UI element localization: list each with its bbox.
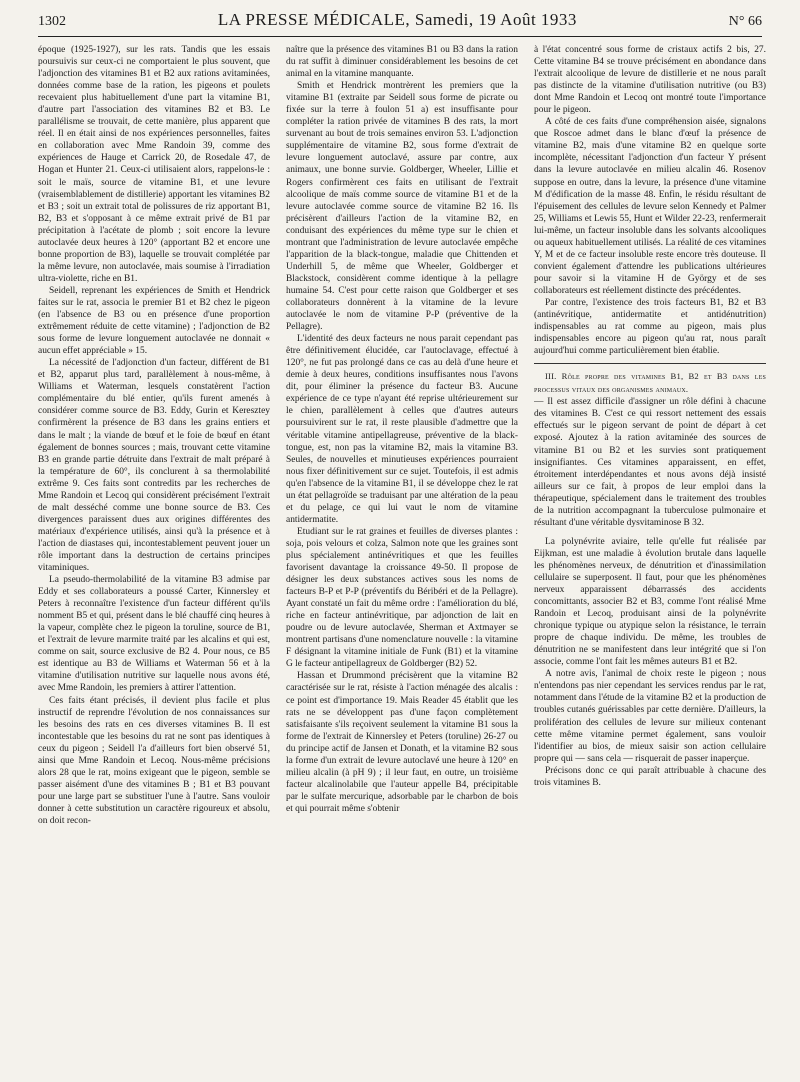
paragraph: Hassan et Drummond précisèrent que la vitamine B2 caractérisée sur le rat, résiste à l'action ménagée des alcalis : ce point est d'importance 19. Mais Reader 45 établit que les rats ne se développent pas d'une façon complètement satisfaisante s'ils reçoivent seulement la vitamine B1 sous la forme de l'extrait de Kinnersley et Peters (toruline) 26-27 ou du principe actif de Jansen et Donath, et la vitamine B2 sous la forme d'un extrait de levure autoclavé une heure à 120° en milieu alcalin (à pH 9) ; il leur faut, en outre, un troisième facteur alcalinolabile que l'auteur appelle B4, précipitable par le sulfate mercurique, adsorbable par le charbon de bois et qui pourrait même s'obtenir — [286, 671, 518, 814]
paragraph: époque (1925-1927), sur les rats. Tandis que les essais poursuivis sur ceux-ci ne comportaient le plus souvent, que l'adjonction des vitamines B1 et B2 aux rations avitaminées, données comme base de la ration, les pigeons et poulets recevaient plus habituellement d'une part la vitamine B1, d'autre part l'association des vitamines B2 et B3. Le parallélisme se trouvait, de cette manière, plus apparent que réel. Il en était ainsi de nos expériences personnelles, faites en collaboration avec Mme Randoin 39, comme des expériences de Hauge et Carrick 20, de Rosedale 47, de Hogan et Hunter 21. Ceux-ci utilisaient alors, rappelons-le : soit le maïs, source de vitamine B1, et une levure (vraisemblablement de distillerie) apportant les vitamines B2 et B3 ; soit un extrait total de polissures de riz apportant B1, B2, B3 et s'opposant à ce même extrait privé de B1 par précipitation à l'acétate de plomb ; soit encore la levure autoclavée deux heures à 120° (apportant B2 et encore une bonne proportion de B3), laquelle se trouvait complétée par la même levure, non autoclavée, mais soumise à l'irradiation ultra-violette, riche en B1. — [38, 45, 270, 284]
paragraph: naître que la présence des vitamines B1 ou B3 dans la ration du rat suffit à diminuer considérablement les besoins de cet animal en la vitamine manquante. — [286, 45, 518, 80]
page-number: 1302 — [38, 14, 66, 29]
paragraph: A notre avis, l'animal de choix reste le pigeon ; nous n'entendons pas nier cependant les services rendus par le rat, notamment dans l'étude de la vitamine B2 et la production de troubles cutanés guérissables par cette dernière. D'ailleurs, la prolifération des cellules de levure sur milieux contenant cette même vitamine permet également, sans vouloir l'identifier au bios, de mieux saisir son action cellulaire propre qui — sans cela — risquerait de passer inaperçue. — [534, 669, 766, 764]
paragraph: — Il est assez difficile d'assigner un rôle défini à chacune des vitamines B. C'est ce qui ressort nettement des essais effectués sur le pigeon servant de point de départ à cet exposé. Ajoutez à la ration avitaminée des sources de vitamine B1 ou B2 et les survies sont pratiquement insignifiantes. Ces vitamines apparaissent, en effet, étroitement interdépendantes et nous avons déjà insisté ailleurs sur ce fait, à propos de leur emploi dans la thérapeutique, spécialement dans le traitement des troubles de la nutrition accompagnant la tuberculose pulmonaire et résultant d'une véritable dysvitaminose B 32. — [534, 397, 766, 528]
section-heading — [534, 370, 766, 396]
paragraph: La pseudo-thermolabilité de la vitamine B3 admise par Eddy et ses collaborateurs a poussé Carter, Kinnersley et Peters à reconnaître l'existence d'un facteur différent qu'ils nomment B5 et qui, présent dans le blé chauffé cinq heures à la vapeur, complète chez le pigeon la toruline, source de B1, et l'extrait de levure marmite traité par les alcalins et qui est, comme on sait, source exclusive de B2 4. Pour nous, ce B5 est identique au B3 de Williams et Waterman 56 et à la vitamine d'utilisation nutritive sur laquelle nous avons été, avec Mme Randoin, les premiers à attirer l'attention. — [38, 575, 270, 694]
article-body — [38, 44, 766, 1072]
paragraph: L'identité des deux facteurs ne nous parait cependant pas être définitivement élucidée, car l'autoclavage, effectué à 120°, ne fut pas prolongé dans ce cas au delà d'une heure et demie à deux heures, conditions insuffisantes nous l'avons dit, pour éliminer la présence du facteur B3. Aucune expérience de ce type n'ayant été reprise ultérieurement sur le chien, parallèlement à celles que d'autres auteurs poursuivirent sur le rat, il reste plausible d'admettre que la véritable vitamine antipellagreuse, préventive de la black-tongue, est, non pas la vitamine B2, mais la vitamine B3. Seules, de nouvelles et minutieuses expériences pourraient nous fixer définitivement sur ce sujet. Toutefois, il est admis qu'en l'absence de la vitamine B1, il se développe chez le rat un état pellagroïde se traduisant par une altération de la peau et du pelage, ce qui lui vaut le nom de vitamine antidermatite. — [286, 334, 518, 525]
header-rule — [38, 36, 762, 37]
paragraph: Seidell, reprenant les expériences de Smith et Hendrick faites sur le rat, associa le premier B1 et B2 chez le pigeon (en l'absence de B3 ou en présence d'une proportion extrêmement réduite de cette vitamine) ; l'adjonction de B2 sous forme de levure longuement autoclavée ne donnait « aucun effet appréciable » 15. — [38, 285, 270, 357]
paragraph: Précisons donc ce qui paraît attribuable à chacune des trois vitamines B. — [534, 765, 766, 788]
paragraph: La nécessité de l'adjonction d'un facteur, différent de B1 et B2, apparut plus tard, parallèlement à nous-même, à Williams et Waterman, lesquels constatèrent l'action complémentaire du blé entier, qu'ils furent amenés à considérer comme source de B3. Eddy, Gurin et Keresztey confirmèrent la présence de B3 dans les grains entiers et dans le malt ; la viande de bœuf et le foie de bœuf en étant également de bonnes sources ; mais, trouvant cette vitamine B3 en grande partie détruite dans l'extrait de malt préparé à la température de 60°, ils conclurent à sa thermolabilité extrême 9. Ces faits sont contredits par les recherches de Mme Randoin et Lecoq qui considèrent précisément l'extrait de malt desséché comme une bonne source de B3. Ces divergences paraissent dues aux origines différentes des matériaux d'expérience utilisés, ainsi qu'à la présence et à l'action de diastases qui, incontestablement peuvent jouer un rôle important dans la destruction de certains principes vitaminiques. — [38, 358, 270, 574]
column-1 — [38, 44, 270, 1072]
paragraph: Ces faits étant précisés, il devient plus facile et plus instructif de reprendre l'évolution de nos connaissances sur les besoins des rats en ces diverses vitamines B. Il est incontestable que les besoins du rat ne sont pas identiques à ceux du pigeon ; Seidell l'a d'ailleurs fort bien observé 51, ainsi que Mme Randoin et Lecoq. Nous-même précisions alors 28 que le rat, moins exigeant que le pigeon, semble se passer aisément d'une des vitamines B ; B1 et B3 pouvant pour une large part se substituer l'une à l'autre. Sans vouloir donner à cette substitution un caractère rigoureux et absolu, on doit recon- — [38, 695, 270, 826]
paragraph: Smith et Hendrick montrèrent les premiers que la vitamine B1 (extraite par Seidell sous forme de picrate ou fixée sur la terre à foulon 51 a) est insuffisante pour compléter la ration privée de vitamines B des rats, la mort survenant au bout de trois semaines environ 53. L'adjonction supplémentaire de vitamine B2, sous forme d'extrait de levure longuement autoclavé, assure par contre, aux animaux, une bonne survie. Goldberger, Wheeler, Lillie et Rogers confirmèrent ces faits en utilisant de l'extrait alcoolique de maïs comme source de vitamine B1 et de la levure autoclavée comme source de vitamine B2 16. Ils précisèrent d'ailleurs l'action de la vitamine B2, en conduisant des expériences du même type sur le chien et montrant que l'administration de levure autoclavée empêche l'apparition de la black-tongue, maladie que Chittenden et Underhill 5, de même que Wheeler, Goldberger et Blackstock, considèrent comme identique à la pellagre humaine 54. C'est pour cette raison que Goldberger et ses collaborateurs donnèrent à la vitamine de la levure autoclavée le nom de vitamine P-P (préventive de la Pellagre). — [286, 81, 518, 333]
section-heading-text: III. Rôle propre des vitamines B1, B2 et B3 dans les processus vitaux des organismes animaux. — [534, 371, 766, 395]
paragraph: à l'état concentré sous forme de cristaux actifs 2 bis, 27. Cette vitamine B4 se trouve précisément en abondance dans l'extrait alcoolique de levure de distillerie et ne nous paraît pas distincte de la vitamine d'utilisation nutritive (ou B3) dont Mme Randoin et Lecoq ont montré toute l'importance pour le pigeon. — [534, 45, 766, 116]
paragraph: La polynévrite aviaire, telle qu'elle fut réalisée par Eijkman, est une maladie à évolution brutale dans laquelle les phénomènes nerveux, de dénutrition et d'inassimilation cellulaire se superposent. Il faut, pour que les phénomènes nerveux apparaissent débarrassés des accidents concomittants, associer B2 et B3, comme l'ont réalisé Mme Randoin et Lecoq, produisant ainsi de la polynévrite chronique typique ou atypique selon la résistance, le terrain propre de chaque individu. De même, les troubles de dénutrition ne se manifestent dans leur intégrité que si l'on associe, comme l'ont fait les mêmes auteurs B1 et B2. — [534, 536, 766, 668]
paragraph: Par contre, l'existence des trois facteurs B1, B2 et B3 (antinévritique, antidermatite et antidénutrition) indispensables au rat comme au pigeon, mais plus indispensables encore au pigeon qu'au rat, nous paraît aujourd'hui comme particulièrement bien établie. — [534, 297, 766, 357]
section-divider — [534, 363, 766, 364]
page-header — [38, 10, 762, 34]
issue-number: N° 66 — [728, 14, 762, 29]
journal-title: LA PRESSE MÉDICALE, Samedi, 19 Août 1933 — [217, 10, 577, 29]
column-2 — [286, 44, 518, 1072]
paragraph: A côté de ces faits d'une compréhension aisée, signalons que Roscoe admet dans le blanc d'œuf la présence de vitamine B2, mais d'une vitamine B2 en quelque sorte incomplète, nécessitant l'adjonction d'un facteur Y présent dans la levure autoclavée en milieu alcalin 46. Rosenov suppose en outre, dans la levure, la présence d'une vitamine M d'édification de la masse 48. Enfin, le résidu résultant de l'épuisement des cellules de levure selon Kennedy et Palmer 25, Williams et Lewis 55, Hunt et Wilder 22-23, renfermerait lui-même, un facteur insoluble dans les solvants alcooliques ou aqueux habituellement utilisés. La réalité de ces vitamines Y, M et de ce facteur insoluble reste encore très douteuse. Il convient également d'attendre les publications ultérieures pour savoir si la vitamine H de György et de ses collaborateurs est réellement distincte des précédentes. — [534, 117, 766, 296]
column-3 — [534, 44, 766, 1072]
paragraph: Etudiant sur le rat graines et feuilles de diverses plantes : soja, pois velours et colza, Salmon note que les graines sont plus spécialement antinévritiques et que les feuilles favorisent davantage la croissance 49-50. Il propose de désigner les deux substances actives sous les noms de facteurs B-P et P-P (préventifs du Béribéri et de la Pellagre). Ayant constaté un fait du même ordre : l'amélioration du blé, riche en facteur antinévritique, par adjonction de lait en poudre ou de levure autoclavée, Sherman et Axtmayer se montrent partisans d'une nomenclature nouvelle : la vitamine F désignant la vitamine initiale de Funk (B1) et la vitamine G le facteur antipellagreux de Goldberger (B2) 52. — [286, 526, 518, 670]
